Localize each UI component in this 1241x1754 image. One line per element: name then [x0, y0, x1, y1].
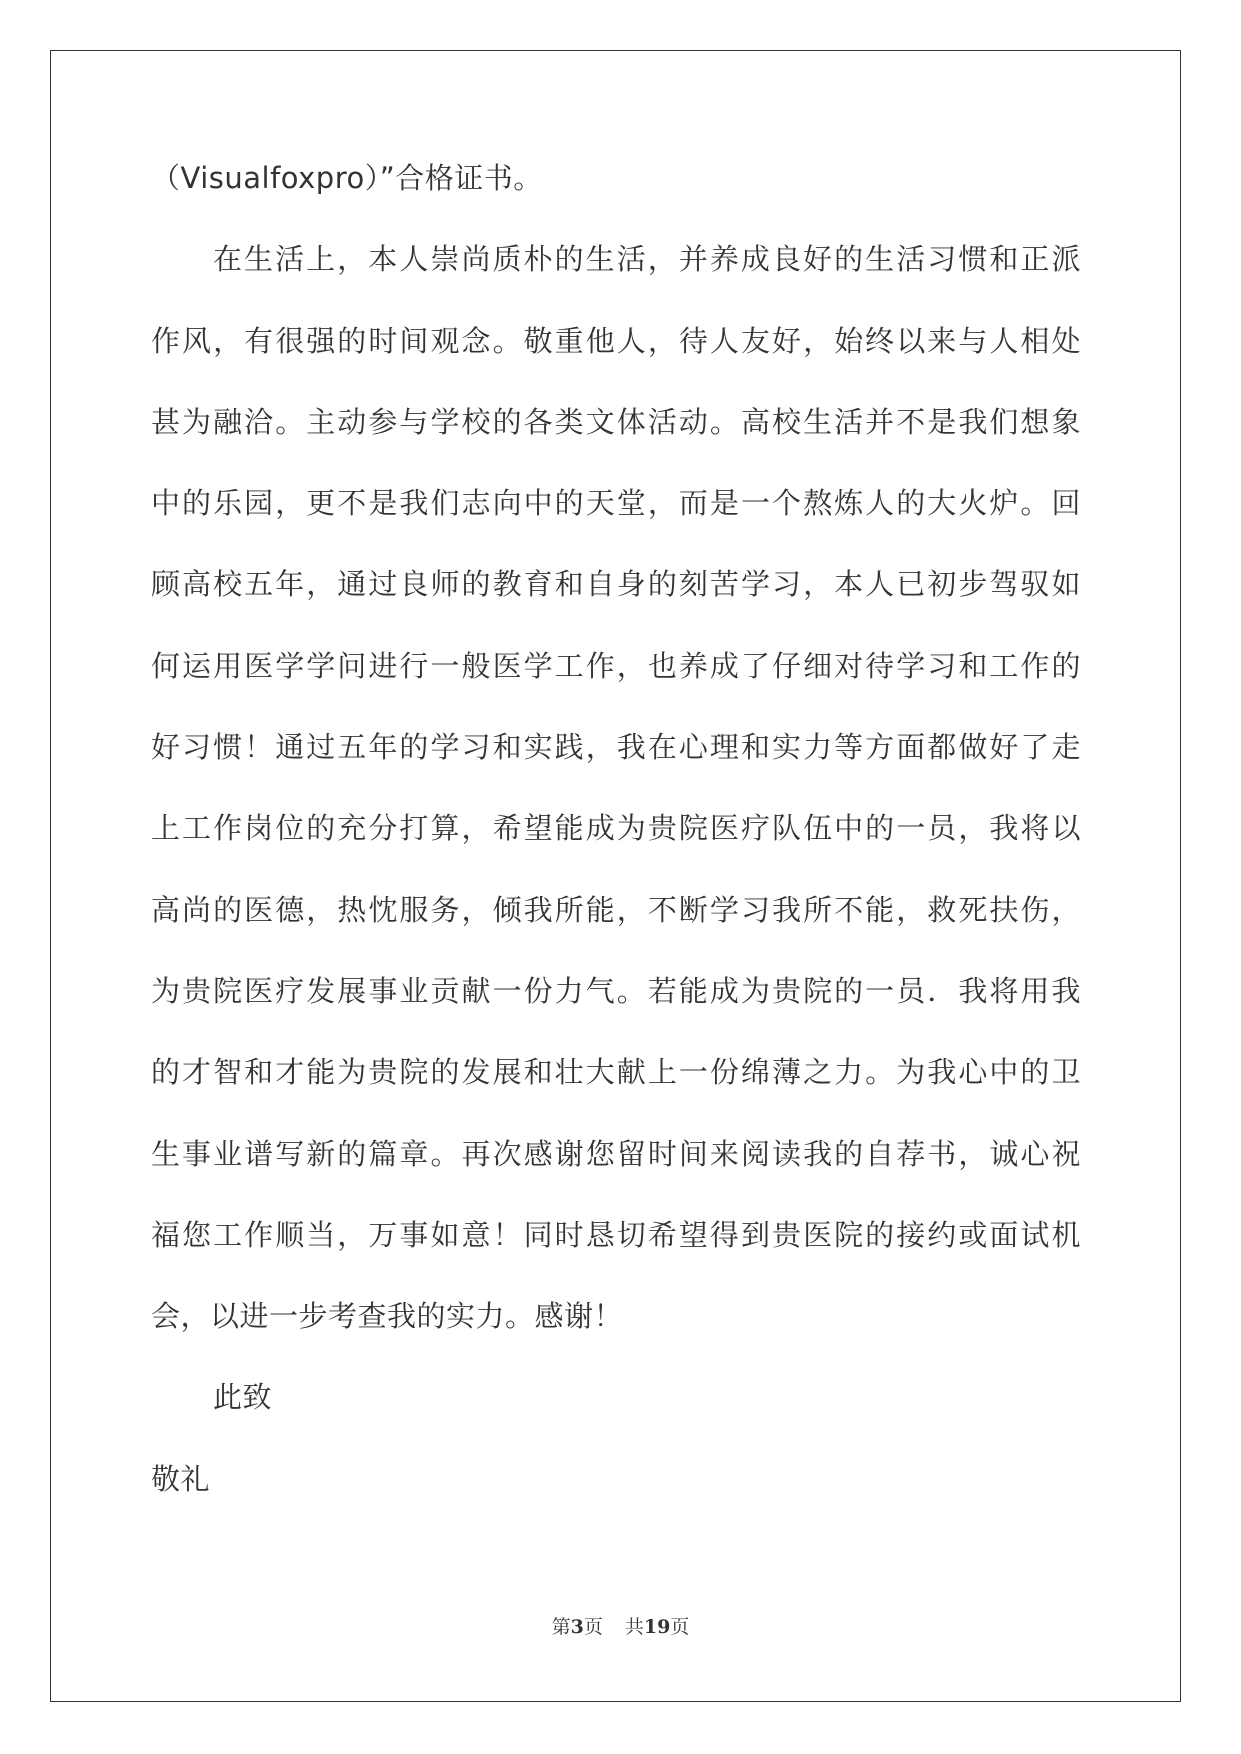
total-pages: 19	[643, 1616, 671, 1638]
text-line: 中的乐园，更不是我们志向中的天堂，而是一个熬炼人的大火炉。回	[151, 486, 1081, 521]
text-line: 作风，有很强的时间观念。敬重他人，待人友好，始终以来与人相处	[151, 323, 1081, 358]
text-line: 顾高校五年，通过良师的教育和自身的刻苦学习，本人已初步驾驭如	[151, 567, 1081, 602]
paragraph-start-line: 在生活上，本人崇尚质朴的生活，并养成良好的生活习惯和正派	[213, 242, 1081, 277]
text-line: 福您工作顺当，万事如意！同时恳切希望得到贵医院的接约或面试机	[151, 1217, 1081, 1252]
text-line: 为贵院医疗发展事业贡献一份力气。若能成为贵院的一员．我将用我	[151, 973, 1081, 1008]
closing-salutation: 此致	[213, 1380, 273, 1415]
document-body	[151, 158, 1081, 1540]
text-line: 会，以进一步考查我的实力。感谢！	[151, 1299, 624, 1334]
text-line: 好习惯！通过五年的学习和实践，我在心理和实力等方面都做好了走	[151, 730, 1081, 765]
text-line: 的才智和才能为贵院的发展和壮大献上一份绵薄之力。为我心中的卫	[151, 1055, 1081, 1090]
page-prefix: 第	[551, 1616, 571, 1638]
total-suffix: 页	[670, 1616, 690, 1638]
text-line: 上工作岗位的充分打算，希望能成为贵院医疗队伍中的一员，我将以	[151, 811, 1081, 846]
text-line: 高尚的医德，热忱服务，倾我所能，不断学习我所不能，救死扶伤，	[151, 892, 1081, 927]
closing-regards: 敬礼	[151, 1461, 211, 1496]
text-line: 生事业谱写新的篇章。再次感谢您留时间来阅读我的自荐书，诚心祝	[151, 1136, 1081, 1171]
text-line: 甚为融洽。主动参与学校的各类文体活动。高校生活并不是我们想象	[151, 404, 1081, 439]
total-prefix: 共	[624, 1616, 644, 1638]
page-footer	[0, 1612, 1241, 1639]
text-line: 何运用医学学问进行一般医学工作，也养成了仔细对待学习和工作的	[151, 648, 1081, 683]
text-line: （Visualfoxpro）”合格证书。	[151, 161, 543, 195]
page-number: 3	[570, 1616, 584, 1638]
page-suffix: 页	[583, 1616, 603, 1638]
